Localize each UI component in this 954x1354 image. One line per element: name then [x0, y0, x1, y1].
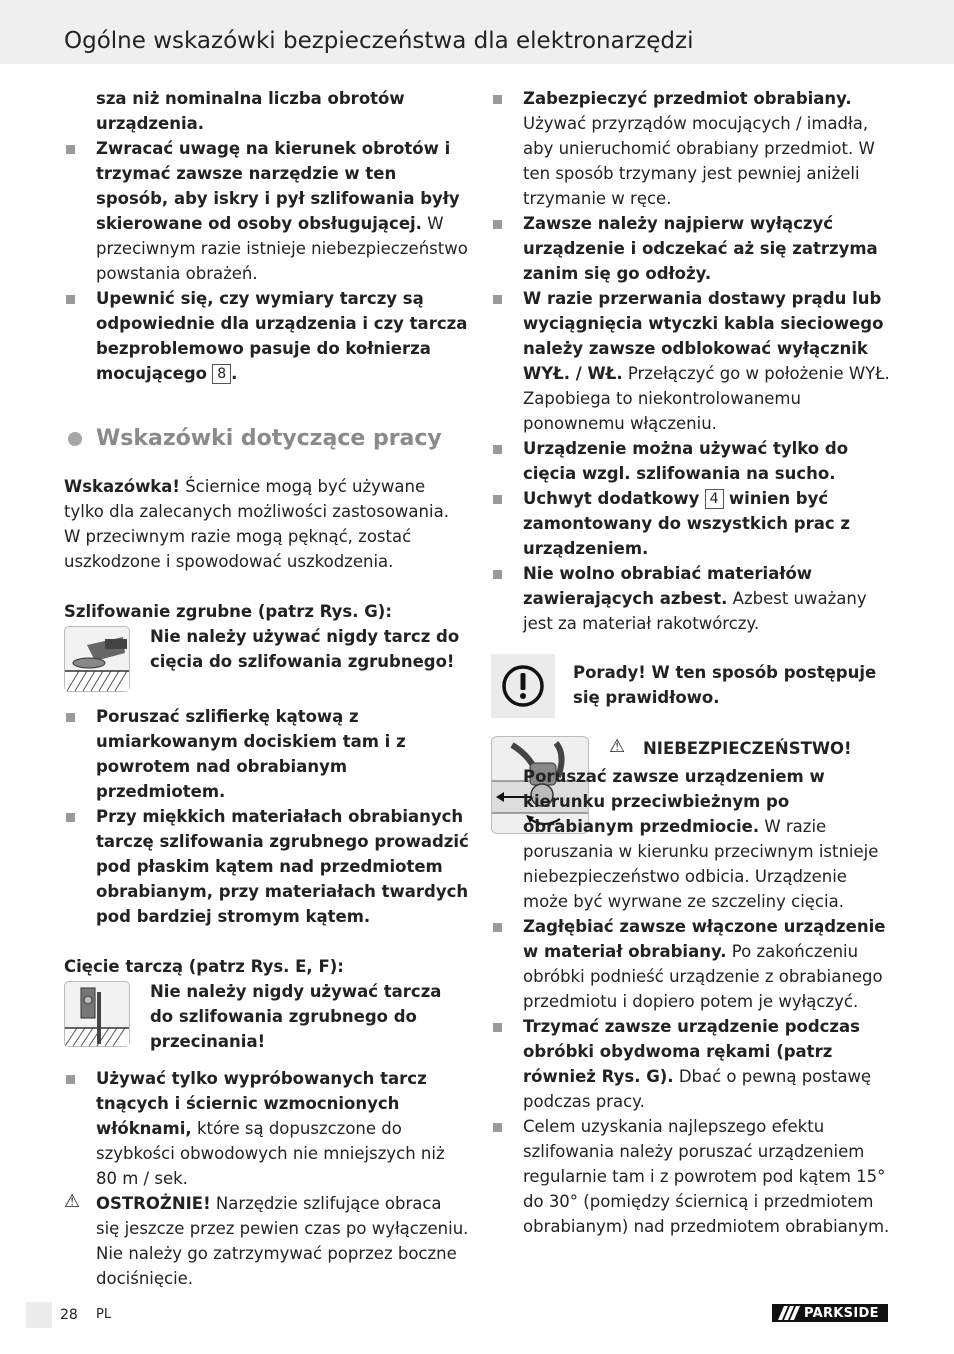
brand-name: PARKSIDE [804, 1305, 879, 1321]
grinding-warning-text: Nie należy używać nigdy tarcz do cięcia do szlifowania zgrubnego! [150, 627, 460, 671]
grinding-illustration [64, 626, 130, 692]
section-heading: Wskazówki dotyczące pracy [64, 424, 469, 454]
caution-label: OSTROŻNIE! [96, 1194, 211, 1213]
bullet-bold-text: Upewnić się, czy wymiary tarczy są odpowiednie dla urządzenia i czy tarcza bezproblemowo pasuje do kołnierza mocującego [96, 289, 468, 383]
bullet-grinding-technique [491, 1114, 891, 1239]
part-reference-box: 4 [705, 489, 724, 509]
bullet-switch-off [491, 211, 891, 286]
page-title: Ogólne wskazówki bezpieczeństwa dla elektronarzędzi [64, 28, 694, 54]
page-number: 28 [60, 1307, 78, 1323]
grinding-warning-row [64, 624, 469, 692]
bullet-bold-text: Zawsze należy najpierw wyłączyć urządzenie i odczekać aż się zatrzyma zanim się go odłoży. [523, 214, 878, 283]
bullet-cutting-discs [64, 1066, 469, 1191]
cutting-heading: Cięcie tarczą (patrz Rys. E, F): [64, 957, 344, 976]
bullet-bold-text: Używać tylko wypróbowanych tarcz tnących i ściernic wzmocnionych włóknami, [96, 1069, 427, 1138]
bullet-bold-text: Trzymać zawsze urządzenie podczas obróbki obydwoma rękami (patrz również Rys. G). [523, 1017, 860, 1086]
language-code: PL [96, 1307, 112, 1322]
bullet-text: Po zakończeniu obróbki podnieść urządzenie z obrabianego przedmiotu i dopiero potem je wyłączyć. [523, 942, 883, 1011]
left-column [64, 86, 469, 1291]
tip-text: Porady! W ten sposób postępuje się prawidłowo. [573, 663, 877, 707]
part-reference-box: 8 [212, 364, 231, 384]
danger-label: NIEBEZPIECZEŃSTWO! [643, 739, 852, 758]
page-header [0, 0, 954, 64]
bullet-bold-text: Zagłębiać zawsze włączone urządzenie w materiał obrabiany. [523, 917, 886, 961]
bullet-auxiliary-handle [491, 486, 891, 561]
bullet-plunge [491, 914, 891, 1014]
bullet-power-interruption [491, 286, 891, 436]
danger-text: W razie poruszania w kierunku przeciwnym istnieje niebezpieczeństwo odbicia. Urządzenie może być wyrwane ze szczeliny cięcia. [523, 817, 879, 911]
danger-bold-text: Poruszać zawsze urządzeniem w kierunku przeciwbieżnym po obrabianym przedmiocie. [523, 767, 825, 836]
bullet-bold-text: Przy miękkich materiałach obrabianych tarczę szlifowania zgrubnego prowadzić pod płaskim kątem nad przedmiotem obrabianym, przy materiałach twardych pod bardziej stromym kątem. [96, 807, 469, 926]
bullet-grinding-motion [64, 704, 469, 804]
exclamation-icon [491, 654, 555, 718]
bullet-bold-text: Nie wolno obrabiać materiałów zawierających azbest. [523, 564, 813, 608]
caution-paragraph [64, 1191, 469, 1291]
bullet-bold-text: Uchwyt dodatkowy [523, 489, 700, 508]
bullet-sparks-direction [64, 136, 469, 286]
cutting-warning-row [64, 979, 469, 1054]
bullet-bold-text: W razie przerwania dostawy prądu lub wyciągnięcia wtyczki kabla sieciowego należy zawsze odblokować wyłącznik WYŁ. / WŁ. [523, 289, 884, 383]
bullet-bold-text: Poruszać szlifierkę kątową z umiarkowanym dociskiem tam i z powrotem nad obrabianym przedmiotem. [96, 707, 406, 801]
bullet-text: Przełączyć go w położenie WYŁ. Zapobiega to niekontrolowanemu ponownemu włączeniu. [523, 364, 890, 433]
bullet-text: W przeciwnym razie istnieje niebezpieczeństwo powstania obrażeń. [96, 214, 468, 283]
grinding-heading: Szlifowanie zgrubne (patrz Rys. G): [64, 602, 392, 621]
cutting-warning-text: Nie należy nigdy używać tarcza do szlifowania zgrubnego do przecinania! [150, 982, 442, 1051]
bullet-text: które są dopuszczone do szybkości obwodowych nie mniejszych niż 80 m / sek. [96, 1119, 445, 1188]
bullet-bold-text: Zabezpieczyć przedmiot obrabiany. [523, 89, 852, 108]
warning-triangle-icon: ⚠ [64, 1191, 81, 1212]
danger-paragraph [491, 764, 891, 914]
danger-label-line [609, 736, 852, 761]
bullet-text: Celem uzyskania najlepszego efektu szlifowania należy poruszać urządzeniem regularnie tam i z powrotem pod kątem 15° do 30° (pomiędzy ściernicą i przedmiotem obrabianym) nad przedmiotem obrabianym. [523, 1117, 890, 1236]
bullet-bold-text: winien być zamontowany do wszystkich prac z urządzeniem. [523, 489, 850, 558]
cutting-illustration [64, 981, 130, 1047]
bullet-text: Używać przyrządów mocujących / imadła, aby unieruchomić obrabiany przedmiot. W ten sposób trzymany jest pewniej aniżeli trzymanie w ręce. [523, 114, 875, 208]
bullet-text: Azbest uważany jest za materiał rakotwórczy. [523, 589, 867, 633]
caution-text: Narzędzie szlifujące obraca się jeszcze przez pewien czas po wyłączeniu. Nie należy go zatrzymywać poprzez boczne dociśnięcie. [96, 1194, 469, 1288]
note-text: Ściernice mogą być używane tylko dla zalecanych możliwości zastosowania. W przeciwnym razie mogą pęknąć, zostać uszkodzone i spowodować uszkodzenia. [64, 477, 449, 571]
footer-marker [26, 1302, 52, 1328]
bullet-dry-use [491, 436, 891, 486]
bullet-both-hands [491, 1014, 891, 1114]
warning-triangle-icon: ⚠ [609, 736, 626, 757]
bullet-text: Dbać o pewną postawę podczas pracy. [523, 1067, 872, 1111]
bullet-grinding-angle [64, 804, 469, 929]
note-paragraph [64, 474, 469, 574]
bullet-bold-text: Urządzenie można używać tylko do cięcia wzgl. szlifowania na sucho. [523, 439, 849, 483]
bullet-bold-text: Zwracać uwagę na kierunek obrotów i trzymać zawsze narzędzie w ten sposób, aby iskry i pył szlifowania były skierowane od osoby obsługującej. [96, 139, 460, 233]
logo-stripes-icon [772, 1304, 802, 1322]
note-label: Wskazówka! [64, 477, 180, 496]
bullet-asbestos [491, 561, 891, 636]
bullet-secure-workpiece [491, 86, 891, 211]
bullet-disc-dimensions: Upewnić się, czy wymiary tarczy są odpowiednie dla urządzenia i czy tarcza bezproblemowo pasuje do kołnierza mocującego 8 . [64, 286, 469, 386]
right-column [491, 86, 891, 1239]
danger-head [609, 736, 852, 761]
bullet-continuation: sza niż nominalna liczba obrotów urządzenia. [96, 89, 405, 133]
tip-row [491, 654, 891, 718]
brand-logo [772, 1304, 888, 1322]
